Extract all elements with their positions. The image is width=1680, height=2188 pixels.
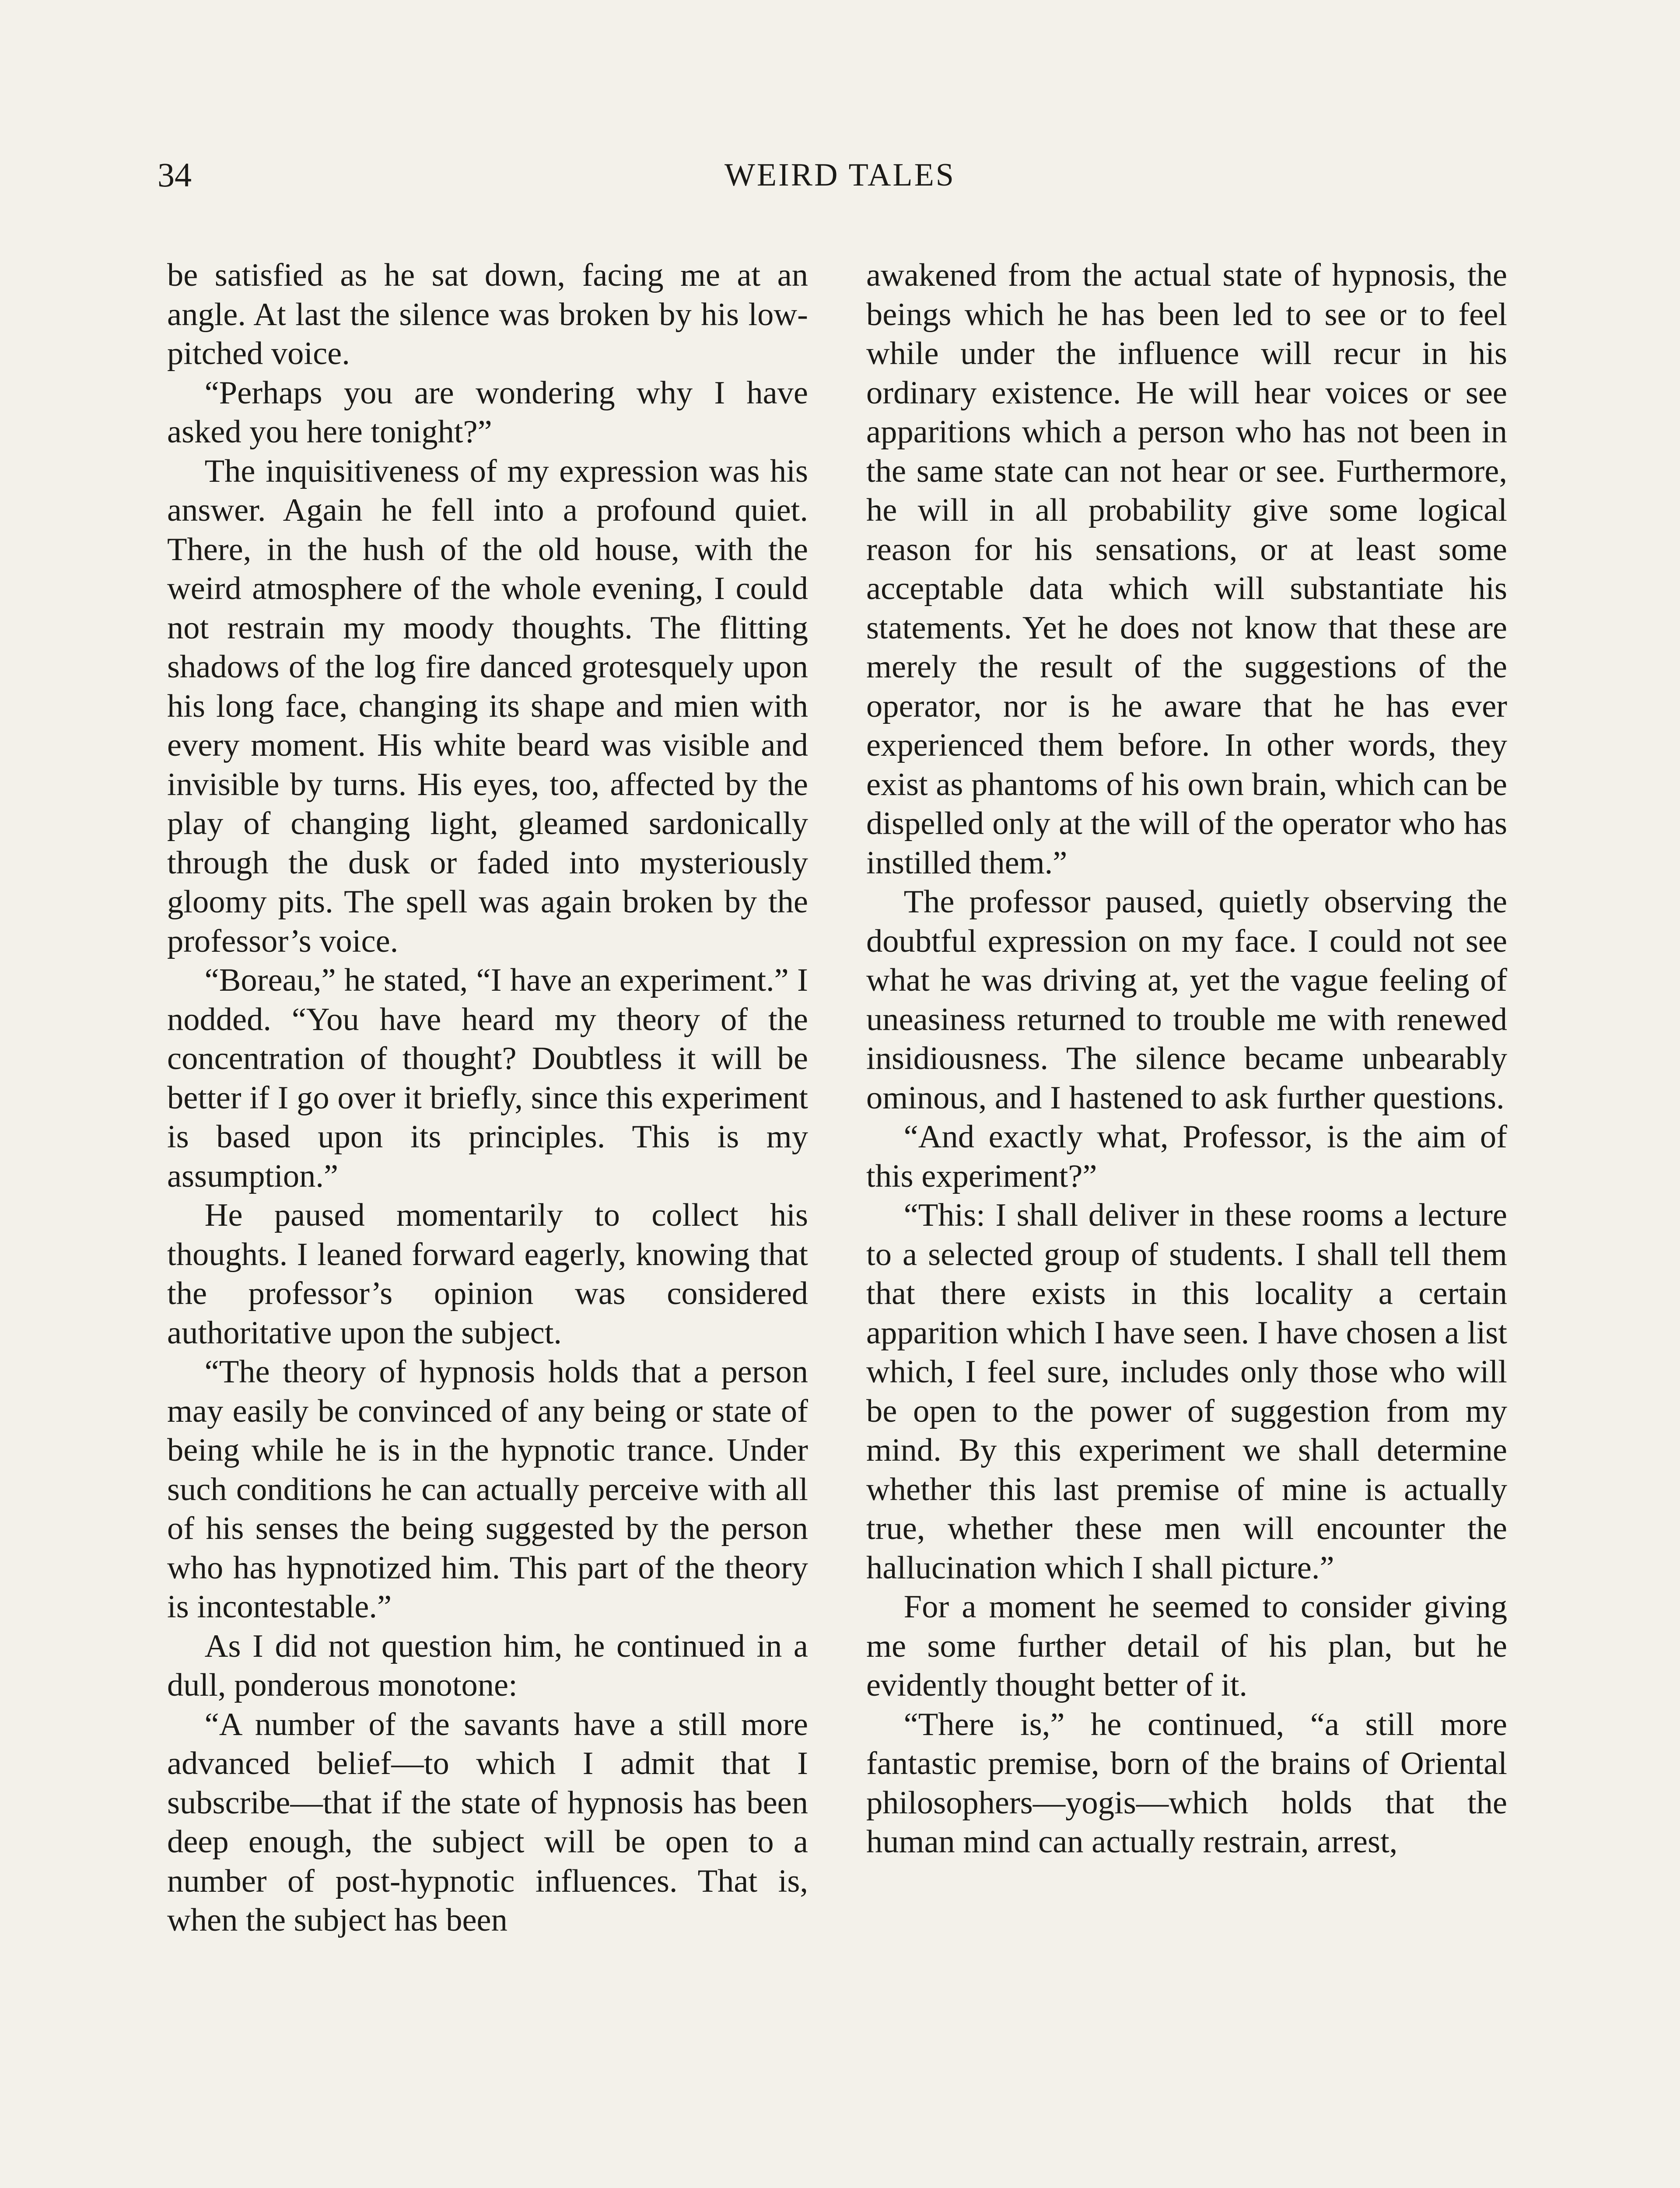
paragraph: awakened from the actual state of hypnosis, the beings which he has been led to see or to feel while under the influence will recur in his ordinary existence. He will hear voices or see apparitions which a person who has not been in the same state can not hear or see. Furthermore, he will in all probability give some logical reason for his sensations, or at least some acceptable data which will substantiate his statements. Yet he does not know that these are merely the result of the suggestions of the operator, nor is he aware that he has ever experienced them before. In other words, they exist as phantoms of his own brain, which can be dispelled only at the will of the operator who has instilled them.”: [866, 257, 1507, 881]
paragraph: be satisfied as he sat down, facing me at an angle. At last the silence was broken by his low-pitched voice.: [167, 257, 808, 372]
running-title: WEIRD TALES: [724, 157, 956, 193]
page-header: [158, 149, 1522, 210]
paragraph: “A number of the savants have a still more advanced belief—to which I admit that I subscribe—that if the state of hypnosis has been deep enough, the subject will be open to a number of post-hypnotic influences. That is, when the subject has been: [167, 1706, 808, 1938]
paragraph: For a moment he seemed to consider giving me some further detail of his plan, but he evidently thought better of it.: [866, 1589, 1507, 1703]
paragraph: “And exactly what, Professor, is the aim of this experiment?”: [866, 1119, 1507, 1194]
paragraph: The inquisitiveness of my expression was his answer. Again he fell into a profound quiet. There, in the hush of the old house, with the weird atmosphere of the whole evening, I could not restrain my moody thoughts. The flitting shadows of the log fire danced grotesquely upon his long face, changing its shape and mien with every moment. His white beard was visible and invisible by turns. His eyes, too, affected by the play of changing light, gleamed sardonically through the dusk or faded into mysteriously gloomy pits. The spell was again broken by the professor’s voice.: [167, 453, 808, 959]
paragraph: “This: I shall deliver in these rooms a lecture to a selected group of students. I shall tell them that there exists in this locality a certain apparition which I have seen. I have chosen a list which, I feel sure, includes only those who will be open to the power of suggestion from my mind. By this experiment we shall determine whether this last premise of mine is actually true, whether these men will encounter the hallucination which I shall picture.”: [866, 1197, 1507, 1586]
paragraph: “Perhaps you are wondering why I have asked you here tonight?”: [167, 375, 808, 450]
right-column: [866, 256, 1507, 1862]
paragraph: “Boreau,” he stated, “I have an experiment.” I nodded. “You have heard my theory of the concentration of thought? Doubtless it will be better if I go over it briefly, since this experiment is based upon its principles. This is my assumption.”: [167, 962, 808, 1194]
page-number: 34: [158, 156, 192, 194]
left-column: [167, 256, 808, 1940]
paragraph: “The theory of hypnosis holds that a person may easily be convinced of any being or state of being while he is in the hypnotic trance. Under such conditions he can actually perceive with all of his senses the being suggested by the person who has hypnotized him. This part of the theory is incontestable.”: [167, 1354, 808, 1625]
paragraph: He paused momentarily to collect his thoughts. I leaned forward eagerly, knowing that the professor’s opinion was considered authoritative upon the subject.: [167, 1197, 808, 1351]
paragraph: “There is,” he continued, “a still more fantastic premise, born of the brains of Oriental philosophers—yogis—which holds that the human mind can actually restrain, arrest,: [866, 1706, 1507, 1860]
paragraph: The professor paused, quietly observing the doubtful expression on my face. I could not see what he was driving at, yet the vague feeling of uneasiness returned to trouble me with renewed insidiousness. The silence became unbearably ominous, and I hastened to ask further questions.: [866, 884, 1507, 1116]
paragraph: As I did not question him, he continued in a dull, ponderous monotone:: [167, 1628, 808, 1703]
